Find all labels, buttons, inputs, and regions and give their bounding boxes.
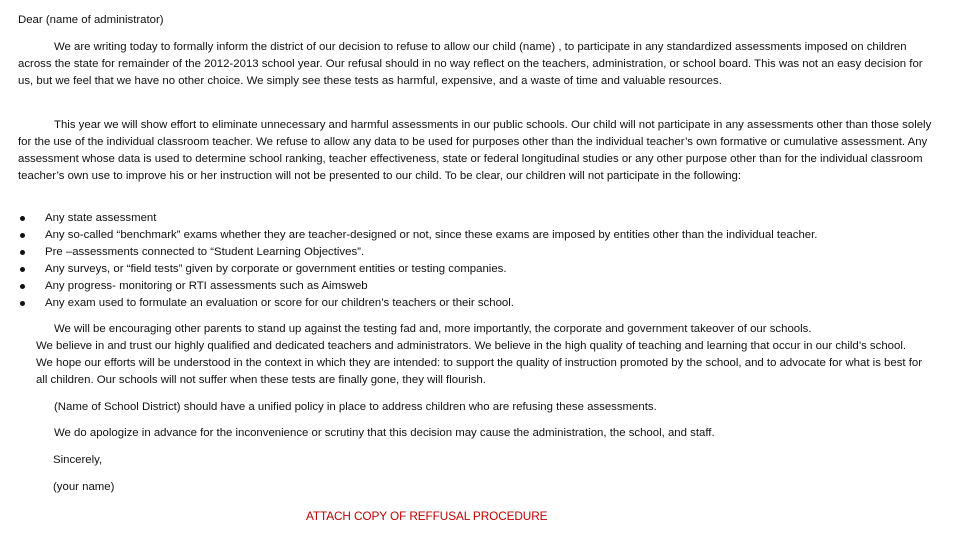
bullet-icon xyxy=(20,267,25,272)
bullet-icon xyxy=(20,233,25,238)
list-item xyxy=(18,261,936,278)
bullet-icon xyxy=(20,216,25,221)
paragraph-district-policy: (Name of School District) should have a unified policy in place to address children who are refusing these assessments. xyxy=(54,401,657,413)
paragraph-encouragement-first-line: We will be encouraging other parents to stand up against the testing fad and, more importantly, the corporate and government takeover of our schools. xyxy=(54,323,812,335)
list-item xyxy=(18,295,936,312)
signature-line: (your name) xyxy=(53,481,115,493)
list-item-text: Any progress- monitoring or RTI assessments such as Aimsweb xyxy=(45,280,368,292)
list-item xyxy=(18,210,936,227)
refused-assessments-list xyxy=(18,210,936,312)
bullet-icon xyxy=(20,301,25,306)
list-item-text: Any state assessment xyxy=(45,212,157,224)
list-item-text: Any surveys, or “field tests” given by corporate or government entities or testing companies. xyxy=(45,263,507,275)
bullet-icon xyxy=(20,284,25,289)
list-item-text: Pre –assessments connected to “Student Learning Objectives”. xyxy=(45,246,365,258)
paragraph-encouragement-body: We believe in and trust our highly qualified and dedicated teachers and administrators. We believe in the high quality of teaching and learning that occur in our child’s school. We hope our efforts will be understood in the context in which they are intended: to support the quality of instruction promoted by the school, and to advocate for what is best for all children. Our schools will not suffer when these tests are finally gone, they will flourish. xyxy=(36,340,923,386)
paragraph-assessments: This year we will show effort to eliminate unnecessary and harmful assessments in our public schools. Our child will not participate in any assessments other than those solely for the use of the individual classroom teacher. We refuse to allow any data to be used for purposes other than the individual teacher’s own formative or cumulative assessment. Any assessment whose data is used to determine school ranking, teacher effectiveness, state or federal longitudinal studies or any other purpose other than for the individual classroom teacher’s own use to improve his or her instruction will not be presented to our child. To be clear, our children will not participate in the following: xyxy=(18,119,932,182)
closing-line: Sincerely, xyxy=(53,454,103,466)
list-item-text: Any so-called “benchmark” exams whether they are teacher-designed or not, since these exams are imposed by entities other than the individual teacher. xyxy=(45,229,818,241)
list-item xyxy=(18,278,936,295)
paragraph-apology: We do apologize in advance for the inconvenience or scrutiny that this decision may cause the administration, the school, and staff. xyxy=(54,427,715,439)
list-item xyxy=(18,227,936,244)
paragraph-decision: We are writing today to formally inform the district of our decision to refuse to allow our child (name) , to participate in any standardized assessments imposed on children across the state for remainder of the 2012-2013 school year. Our refusal should in no way reflect on the teachers, administration, or school board. This was not an easy decision for us, but we feel that we have no other choice. We simply see these tests as harmful, expensive, and a waste of time and valuable resources. xyxy=(18,41,923,87)
greeting-line: Dear (name of administrator) xyxy=(18,14,164,26)
bullet-icon xyxy=(20,250,25,255)
list-item-text: Any exam used to formulate an evaluation or score for our children’s teachers or their school. xyxy=(45,297,514,309)
list-item xyxy=(18,244,936,261)
attach-note: ATTACH COPY OF REFFUSAL PROCEDURE xyxy=(306,509,548,523)
paragraph-encouragement xyxy=(36,321,924,389)
